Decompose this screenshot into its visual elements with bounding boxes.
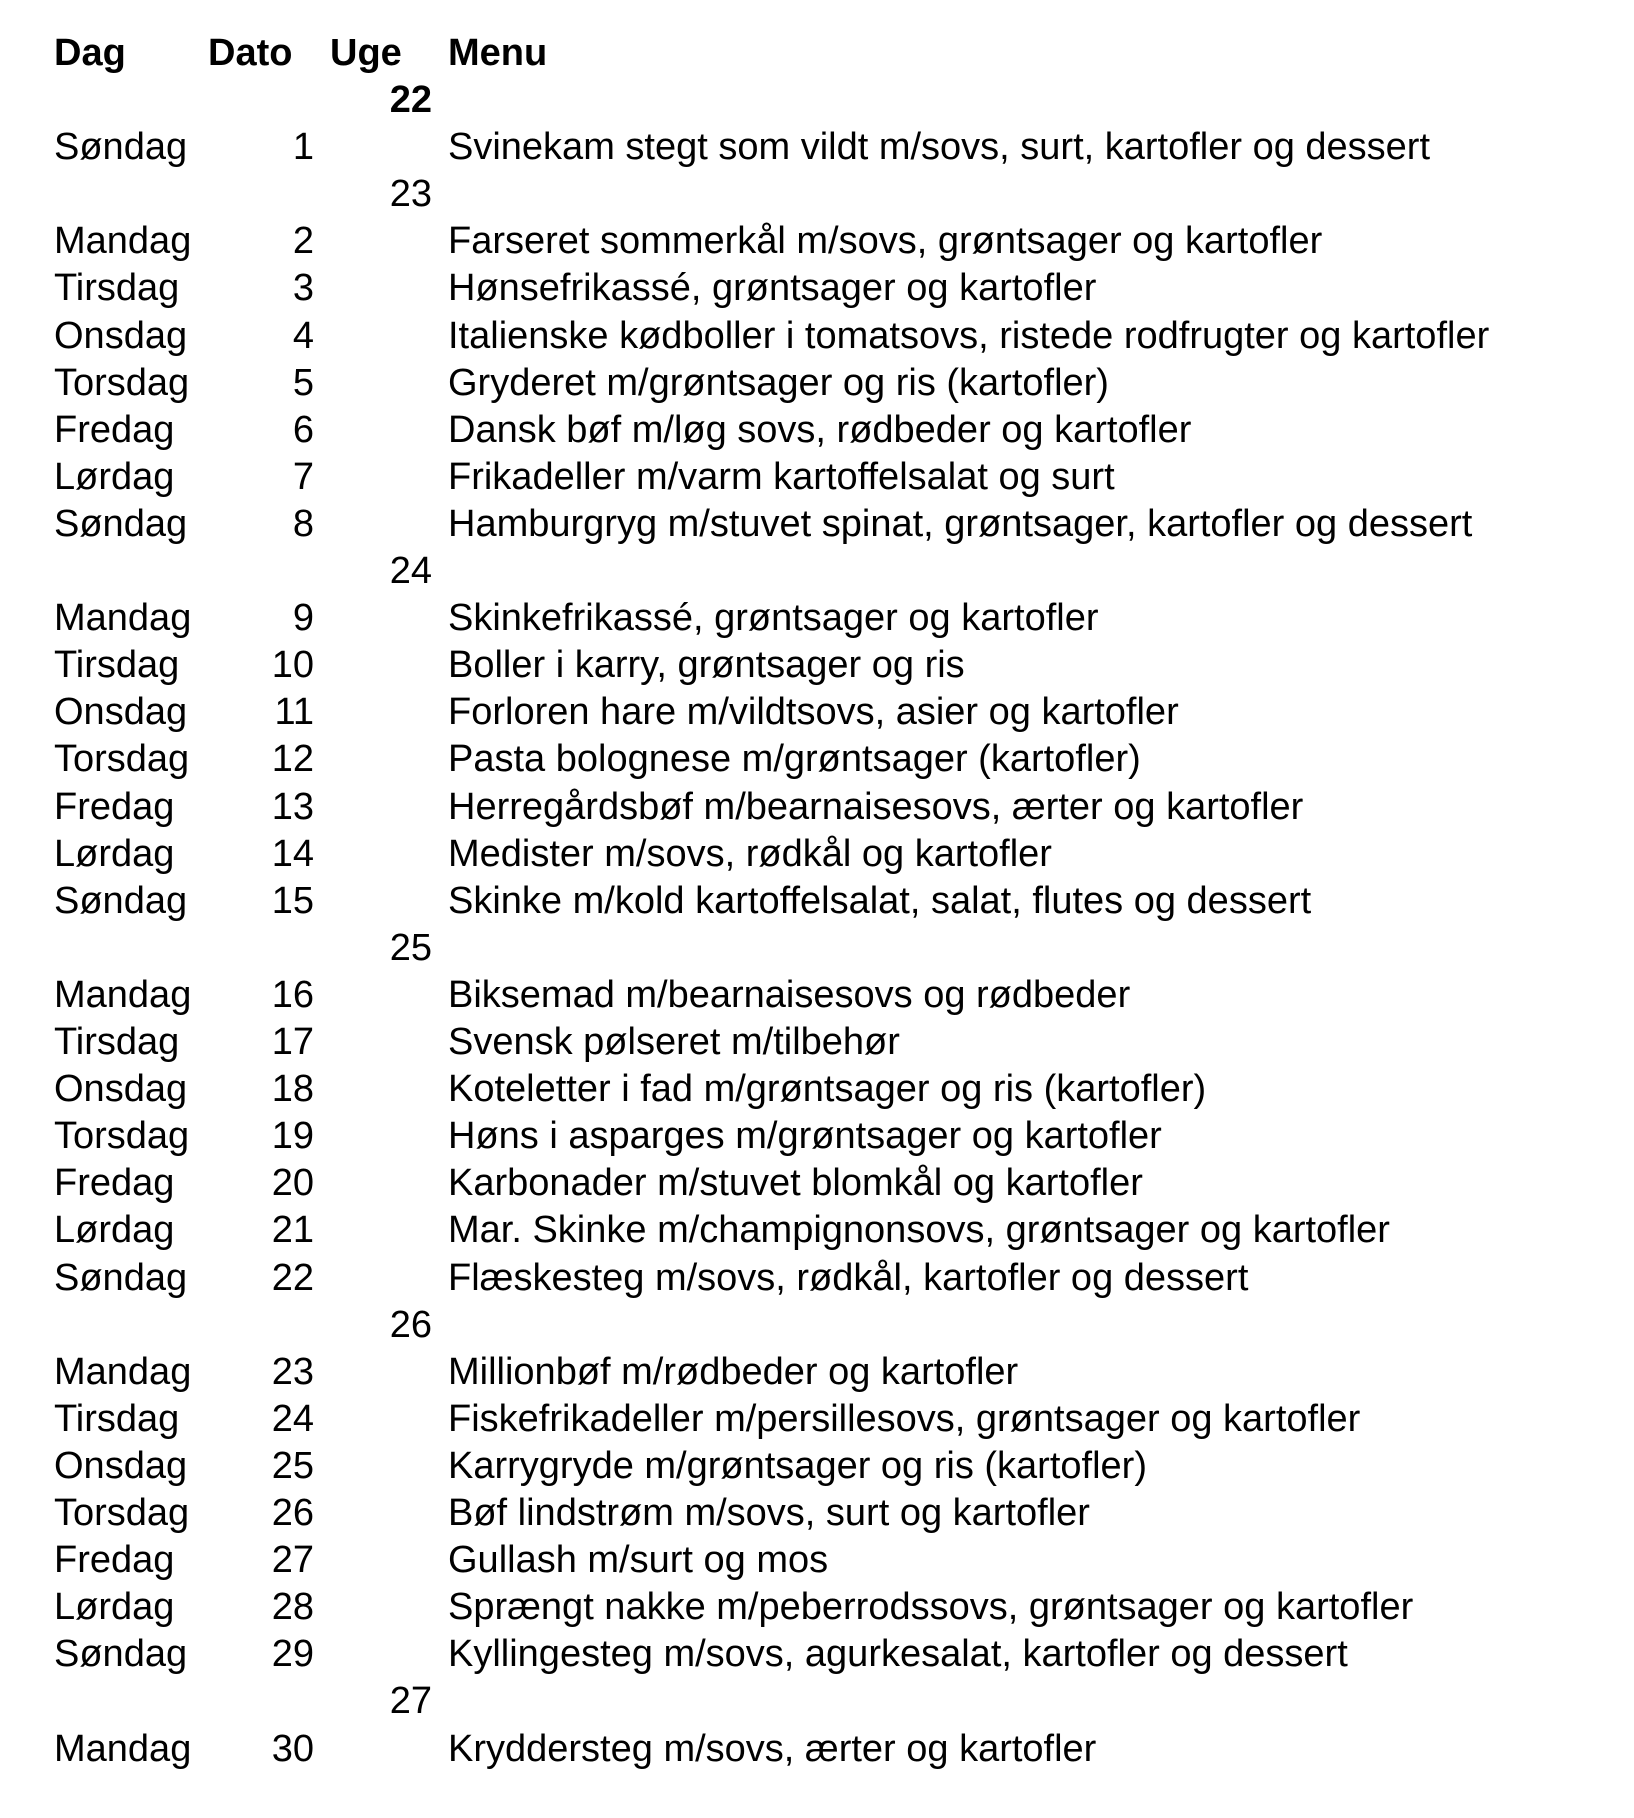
day-name: Tirsdag (54, 267, 180, 309)
day-menu: Gryderet m/grøntsager og ris (kartofler) (448, 362, 1109, 404)
day-menu: Skinke m/kold kartoffelsalat, salat, flutes og dessert (448, 880, 1312, 922)
day-date: 7 (292, 456, 314, 498)
week-number: 23 (389, 173, 432, 215)
day-date: 13 (271, 786, 314, 828)
day-name: Mandag (54, 597, 192, 639)
day-row (0, 831, 1634, 878)
day-date: 22 (271, 1257, 314, 1299)
day-row (0, 1537, 1634, 1584)
day-name: Mandag (54, 974, 192, 1016)
day-menu: Karrygryde m/grøntsager og ris (kartofler) (448, 1445, 1147, 1487)
day-date: 10 (271, 644, 314, 686)
day-menu: Kryddersteg m/sovs, ærter og kartofler (448, 1728, 1097, 1770)
day-menu: Hamburgryg m/stuvet spinat, grøntsager, kartofler og dessert (448, 503, 1473, 545)
day-name: Lørdag (54, 833, 175, 875)
day-date: 18 (271, 1068, 314, 1110)
day-menu: Mar. Skinke m/champignonsovs, grøntsager og kartofler (448, 1209, 1390, 1251)
day-row (0, 1019, 1634, 1066)
header-row (0, 30, 1634, 77)
day-row (0, 501, 1634, 548)
day-date: 9 (292, 597, 314, 639)
day-date: 4 (292, 315, 314, 357)
day-menu: Karbonader m/stuvet blomkål og kartofler (448, 1162, 1143, 1204)
day-date: 5 (292, 362, 314, 404)
day-menu: Millionbøf m/rødbeder og kartofler (448, 1351, 1019, 1393)
day-menu: Herregårdsbøf m/bearnaisesovs, ærter og kartofler (448, 786, 1304, 828)
week-row (0, 77, 1634, 124)
day-name: Lørdag (54, 1209, 175, 1251)
day-date: 27 (271, 1539, 314, 1581)
day-name: Onsdag (54, 1068, 188, 1110)
day-menu: Italienske kødboller i tomatsovs, ristede rodfrugter og kartofler (448, 315, 1490, 357)
day-name: Fredag (54, 409, 175, 451)
day-date: 26 (271, 1492, 314, 1534)
day-row (0, 1631, 1634, 1678)
day-row (0, 1113, 1634, 1160)
week-row (0, 1678, 1634, 1725)
day-row (0, 360, 1634, 407)
header-uge: Uge (330, 32, 402, 74)
day-date: 15 (271, 880, 314, 922)
day-row (0, 1160, 1634, 1207)
day-menu: Kyllingesteg m/sovs, agurkesalat, kartofler og dessert (448, 1633, 1348, 1675)
day-row (0, 784, 1634, 831)
day-name: Søndag (54, 880, 188, 922)
day-name: Onsdag (54, 691, 188, 733)
week-row (0, 171, 1634, 218)
day-menu: Forloren hare m/vildtsovs, asier og kartofler (448, 691, 1179, 733)
day-menu: Svensk pølseret m/tilbehør (448, 1021, 900, 1063)
week-number: 26 (389, 1304, 432, 1346)
day-name: Fredag (54, 786, 175, 828)
day-menu: Farseret sommerkål m/sovs, grøntsager og kartofler (448, 220, 1323, 262)
week-row (0, 1302, 1634, 1349)
day-name: Tirsdag (54, 1398, 180, 1440)
day-row (0, 972, 1634, 1019)
day-row (0, 407, 1634, 454)
day-date: 11 (274, 691, 314, 733)
day-name: Lørdag (54, 1586, 175, 1628)
day-row (0, 642, 1634, 689)
day-menu: Skinkefrikassé, grøntsager og kartofler (448, 597, 1099, 639)
day-menu: Bøf lindstrøm m/sovs, surt og kartofler (448, 1492, 1090, 1534)
day-menu: Koteletter i fad m/grøntsager og ris (kartofler) (448, 1068, 1207, 1110)
day-menu: Dansk bøf m/løg sovs, rødbeder og kartofler (448, 409, 1192, 451)
day-menu: Fiskefrikadeller m/persillesovs, grøntsager og kartofler (448, 1398, 1361, 1440)
day-name: Torsdag (54, 1492, 190, 1534)
day-menu: Sprængt nakke m/peberrodssovs, grøntsager og kartofler (448, 1586, 1414, 1628)
day-name: Mandag (54, 1728, 192, 1770)
day-name: Søndag (54, 126, 188, 168)
day-row (0, 1584, 1634, 1631)
day-row (0, 124, 1634, 171)
week-number: 24 (389, 550, 432, 592)
day-menu: Biksemad m/bearnaisesovs og rødbeder (448, 974, 1131, 1016)
day-menu: Medister m/sovs, rødkål og kartofler (448, 833, 1052, 875)
day-row (0, 595, 1634, 642)
day-name: Torsdag (54, 362, 190, 404)
day-name: Torsdag (54, 1115, 190, 1157)
day-date: 12 (271, 738, 314, 780)
day-menu: Pasta bolognese m/grøntsager (kartofler) (448, 738, 1141, 780)
day-date: 21 (271, 1209, 314, 1251)
day-date: 28 (271, 1586, 314, 1628)
day-menu: Gullash m/surt og mos (448, 1539, 829, 1581)
day-date: 2 (292, 220, 314, 262)
day-menu: Flæskesteg m/sovs, rødkål, kartofler og dessert (448, 1257, 1249, 1299)
day-name: Onsdag (54, 315, 188, 357)
day-row (0, 218, 1634, 265)
day-row (0, 1066, 1634, 1113)
day-row (0, 454, 1634, 501)
day-date: 19 (271, 1115, 314, 1157)
day-date: 3 (292, 267, 314, 309)
day-row (0, 1726, 1634, 1773)
day-name: Søndag (54, 503, 188, 545)
day-name: Onsdag (54, 1445, 188, 1487)
day-name: Lørdag (54, 456, 175, 498)
day-name: Mandag (54, 1351, 192, 1393)
day-date: 23 (271, 1351, 314, 1393)
day-name: Fredag (54, 1162, 175, 1204)
day-row (0, 736, 1634, 783)
day-name: Søndag (54, 1633, 188, 1675)
day-name: Søndag (54, 1257, 188, 1299)
day-menu: Hønsefrikassé, grøntsager og kartofler (448, 267, 1097, 309)
day-row (0, 1255, 1634, 1302)
day-row (0, 689, 1634, 736)
day-date: 29 (271, 1633, 314, 1675)
day-name: Torsdag (54, 738, 190, 780)
header-dato: Dato (208, 32, 293, 74)
day-name: Tirsdag (54, 1021, 180, 1063)
week-number: 27 (389, 1680, 432, 1722)
day-row (0, 265, 1634, 312)
day-menu: Boller i karry, grøntsager og ris (448, 644, 965, 686)
day-row (0, 1443, 1634, 1490)
day-date: 30 (271, 1728, 314, 1770)
day-row (0, 313, 1634, 360)
day-row (0, 1349, 1634, 1396)
day-name: Tirsdag (54, 644, 180, 686)
week-number: 22 (389, 79, 432, 121)
day-date: 6 (292, 409, 314, 451)
week-number: 25 (389, 927, 432, 969)
day-date: 8 (292, 503, 314, 545)
day-row (0, 1490, 1634, 1537)
day-menu: Frikadeller m/varm kartoffelsalat og surt (448, 456, 1115, 498)
day-row (0, 1207, 1634, 1254)
week-row (0, 925, 1634, 972)
day-date: 16 (271, 974, 314, 1016)
day-date: 24 (271, 1398, 314, 1440)
day-date: 17 (271, 1021, 314, 1063)
day-row (0, 1396, 1634, 1443)
header-menu: Menu (448, 32, 548, 74)
day-date: 25 (271, 1445, 314, 1487)
day-date: 14 (271, 833, 314, 875)
day-date: 20 (271, 1162, 314, 1204)
day-menu: Svinekam stegt som vildt m/sovs, surt, kartofler og dessert (448, 126, 1431, 168)
day-name: Mandag (54, 220, 192, 262)
week-row (0, 548, 1634, 595)
day-row (0, 878, 1634, 925)
day-date: 1 (292, 126, 314, 168)
day-menu: Høns i asparges m/grøntsager og kartofler (448, 1115, 1162, 1157)
header-dag: Dag (54, 32, 126, 74)
day-name: Fredag (54, 1539, 175, 1581)
